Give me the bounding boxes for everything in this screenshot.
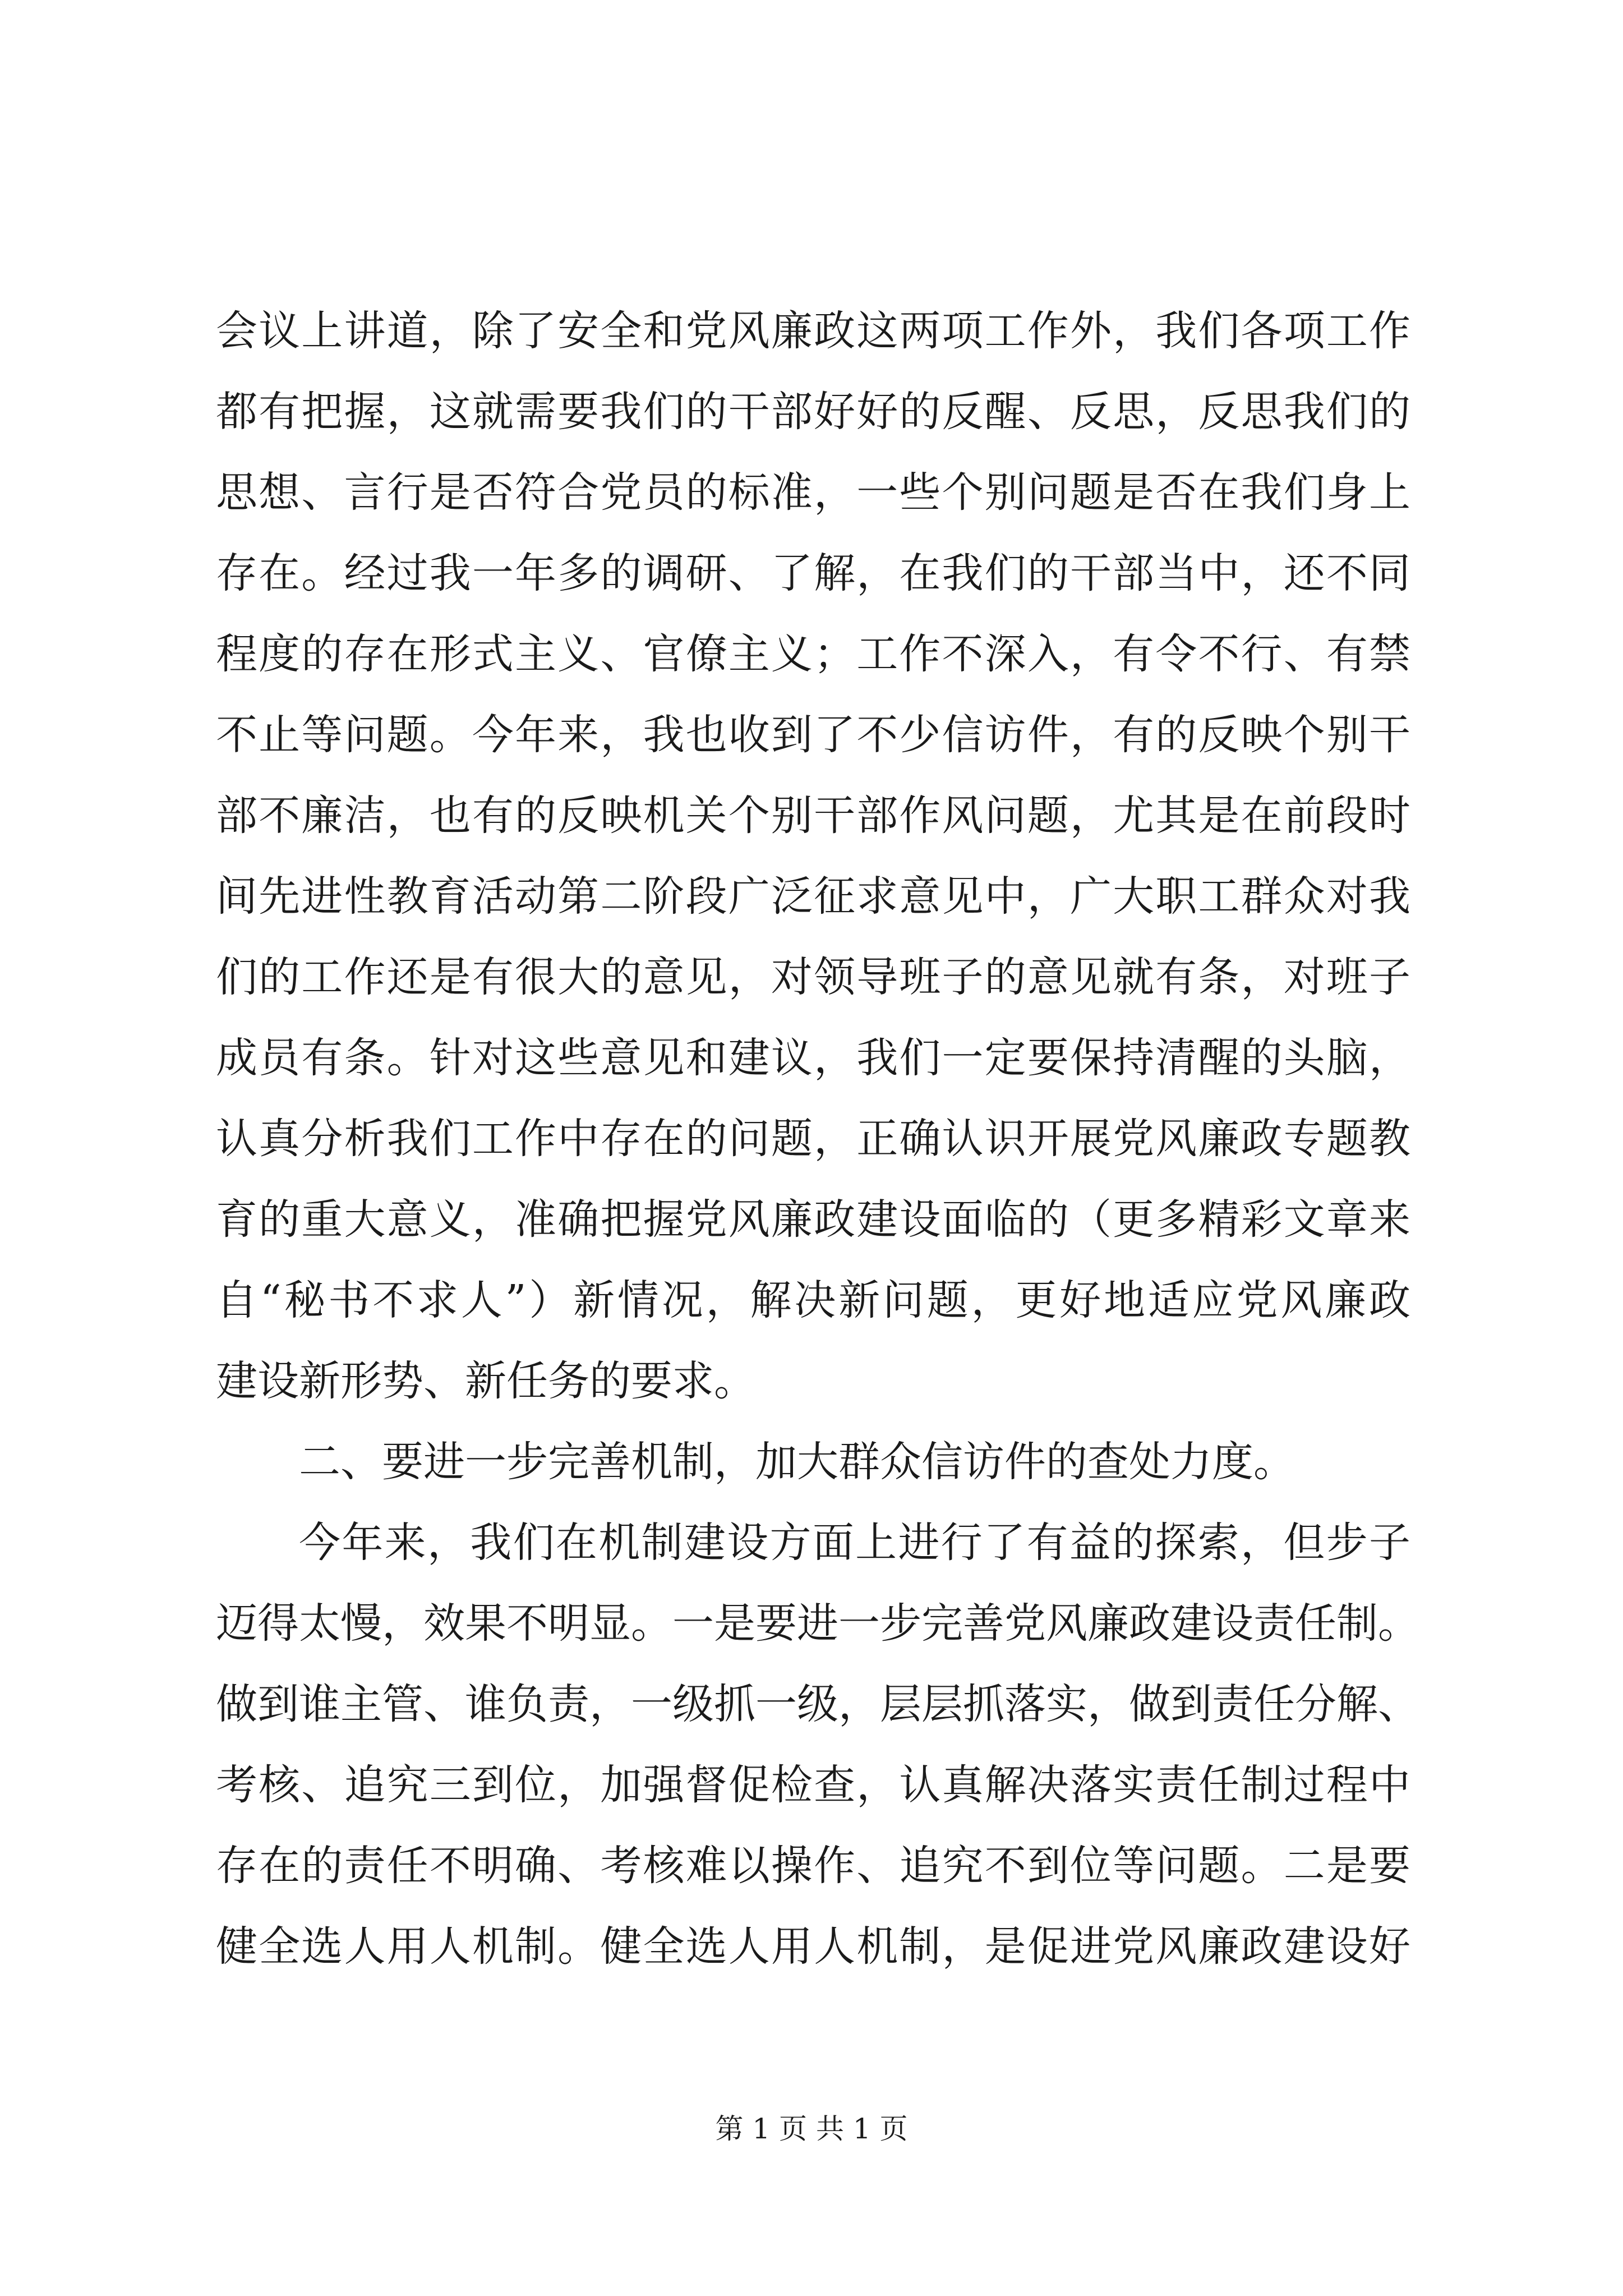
text-line: 育的重大意义，准确把握党风廉政建设面临的（更多精彩文章来: [216, 1195, 1410, 1244]
text-line: 做到谁主管、谁负责，一级抓一级，层层抓落实，做到责任分解、: [216, 1680, 1419, 1728]
text-line: 间先进性教育活动第二阶段广泛征求意见中，广大职工群众对我: [216, 872, 1410, 921]
text-line: 建设新形势、新任务的要求。: [216, 1357, 755, 1405]
text-line: 程度的存在形式主义、官僚主义；工作不深入，有令不行、有禁: [216, 630, 1410, 678]
text-line: 健全选人用人机制。健全选人用人机制，是促进党风廉政建设好: [216, 1922, 1410, 1971]
page-footer: 第 1 页 共 1 页: [715, 2113, 908, 2145]
text-line: 考核、追究三到位，加强督促检查，认真解决落实责任制过程中: [216, 1761, 1410, 1809]
text-line: 自“秘书不求人”）新情况，解决新问题，更好地适应党风廉政: [216, 1276, 1410, 1324]
section-heading: 二、要进一步完善机制，加大群众信访件的查处力度。: [299, 1438, 1295, 1486]
text-line: 认真分析我们工作中存在的问题，正确认识开展党风廉政专题教: [216, 1115, 1410, 1163]
text-line: 会议上讲道，除了安全和党风廉政这两项工作外，我们各项工作: [216, 307, 1410, 355]
text-line: 成员有条。针对这些意见和建议，我们一定要保持清醒的头脑，: [216, 1034, 1410, 1082]
text-line: 存在的责任不明确、考核难以操作、追究不到位等问题。二是要: [216, 1842, 1410, 1890]
text-line: 思想、言行是否符合党员的标准，一些个别问题是否在我们身上: [216, 468, 1410, 517]
text-line: 们的工作还是有很大的意见，对领导班子的意见就有条，对班子: [216, 953, 1410, 1001]
text-line: 部不廉洁，也有的反映机关个别干部作风问题，尤其是在前段时: [216, 792, 1410, 840]
text-line: 不止等问题。今年来，我也收到了不少信访件，有的反映个别干: [216, 711, 1410, 759]
text-line: 迈得太慢，效果不明显。一是要进一步完善党风廉政建设责任制。: [216, 1599, 1419, 1648]
text-line: 今年来，我们在机制建设方面上进行了有益的探索，但步子: [299, 1519, 1410, 1567]
text-line: 都有把握，这就需要我们的干部好好的反醒、反思，反思我们的: [216, 388, 1410, 436]
text-line: 存在。经过我一年多的调研、了解，在我们的干部当中，还不同: [216, 549, 1410, 597]
